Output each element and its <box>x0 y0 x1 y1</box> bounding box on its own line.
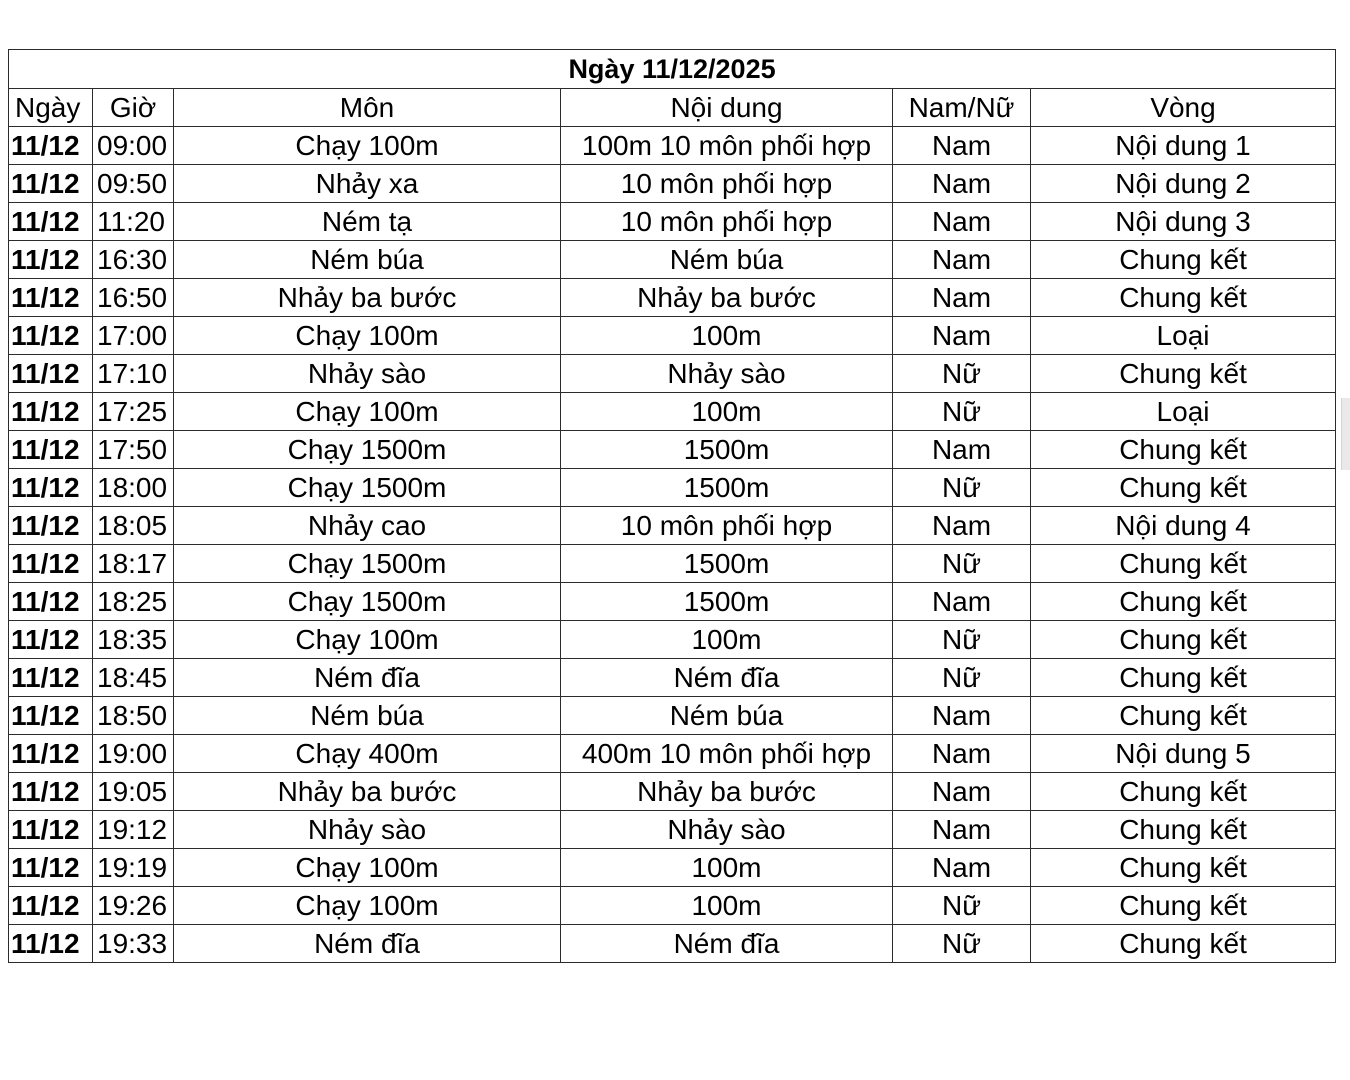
table-row <box>9 507 1336 545</box>
table-row <box>9 241 1336 279</box>
time-cell: 18:25 <box>93 583 174 621</box>
round-cell: Chung kết <box>1031 659 1336 697</box>
schedule-table <box>8 49 1336 963</box>
header-round: Vòng <box>1031 89 1336 127</box>
content-cell: 100m <box>561 849 893 887</box>
time-cell: 19:00 <box>93 735 174 773</box>
round-cell: Chung kết <box>1031 469 1336 507</box>
gender-cell: Nữ <box>893 545 1031 583</box>
gender-cell: Nam <box>893 735 1031 773</box>
content-cell: Ném đĩa <box>561 925 893 963</box>
event-cell: Nhảy xa <box>174 165 561 203</box>
time-cell: 19:05 <box>93 773 174 811</box>
round-cell: Loại <box>1031 317 1336 355</box>
gender-cell: Nam <box>893 773 1031 811</box>
round-cell: Loại <box>1031 393 1336 431</box>
gender-cell: Nam <box>893 849 1031 887</box>
event-cell: Ném đĩa <box>174 925 561 963</box>
event-cell: Chạy 1500m <box>174 583 561 621</box>
content-cell: 1500m <box>561 545 893 583</box>
event-cell: Ném búa <box>174 697 561 735</box>
time-cell: 11:20 <box>93 203 174 241</box>
round-cell: Nội dung 1 <box>1031 127 1336 165</box>
content-cell: 10 môn phối hợp <box>561 507 893 545</box>
round-cell: Chung kết <box>1031 621 1336 659</box>
gender-cell: Nữ <box>893 355 1031 393</box>
event-cell: Chạy 1500m <box>174 469 561 507</box>
time-cell: 09:50 <box>93 165 174 203</box>
table-body <box>9 127 1336 963</box>
content-cell: Nhảy sào <box>561 811 893 849</box>
gender-cell: Nam <box>893 203 1031 241</box>
table-row <box>9 773 1336 811</box>
table-row <box>9 659 1336 697</box>
event-cell: Chạy 100m <box>174 393 561 431</box>
date-cell: 11/12 <box>9 925 93 963</box>
gender-cell: Nam <box>893 811 1031 849</box>
event-cell: Chạy 100m <box>174 849 561 887</box>
header-row <box>9 89 1336 127</box>
table-row <box>9 583 1336 621</box>
gender-cell: Nữ <box>893 659 1031 697</box>
time-cell: 17:10 <box>93 355 174 393</box>
content-cell: 100m <box>561 393 893 431</box>
content-cell: Nhảy sào <box>561 355 893 393</box>
time-cell: 19:19 <box>93 849 174 887</box>
time-cell: 19:33 <box>93 925 174 963</box>
time-cell: 19:12 <box>93 811 174 849</box>
gender-cell: Nữ <box>893 887 1031 925</box>
date-cell: 11/12 <box>9 203 93 241</box>
date-cell: 11/12 <box>9 773 93 811</box>
round-cell: Chung kết <box>1031 811 1336 849</box>
scrollbar-handle[interactable] <box>1341 398 1350 470</box>
round-cell: Chung kết <box>1031 545 1336 583</box>
gender-cell: Nam <box>893 583 1031 621</box>
table-row <box>9 203 1336 241</box>
content-cell: 100m 10 môn phối hợp <box>561 127 893 165</box>
content-cell: 10 môn phối hợp <box>561 203 893 241</box>
header-event: Môn <box>174 89 561 127</box>
time-cell: 18:50 <box>93 697 174 735</box>
gender-cell: Nam <box>893 127 1031 165</box>
round-cell: Chung kết <box>1031 431 1336 469</box>
content-cell: Nhảy ba bước <box>561 279 893 317</box>
date-cell: 11/12 <box>9 545 93 583</box>
date-cell: 11/12 <box>9 393 93 431</box>
event-cell: Nhảy sào <box>174 355 561 393</box>
event-cell: Chạy 100m <box>174 127 561 165</box>
round-cell: Chung kết <box>1031 241 1336 279</box>
date-cell: 11/12 <box>9 621 93 659</box>
round-cell: Chung kết <box>1031 697 1336 735</box>
event-cell: Nhảy ba bước <box>174 279 561 317</box>
table-row <box>9 849 1336 887</box>
table-row <box>9 355 1336 393</box>
round-cell: Chung kết <box>1031 583 1336 621</box>
table-row <box>9 925 1336 963</box>
table-row <box>9 697 1336 735</box>
round-cell: Chung kết <box>1031 279 1336 317</box>
table-row <box>9 393 1336 431</box>
event-cell: Ném tạ <box>174 203 561 241</box>
content-cell: Nhảy ba bước <box>561 773 893 811</box>
content-cell: Ném búa <box>561 697 893 735</box>
event-cell: Ném đĩa <box>174 659 561 697</box>
round-cell: Chung kết <box>1031 773 1336 811</box>
table-row <box>9 431 1336 469</box>
time-cell: 18:45 <box>93 659 174 697</box>
header-gender: Nam/Nữ <box>893 89 1031 127</box>
round-cell: Nội dung 4 <box>1031 507 1336 545</box>
content-cell: 1500m <box>561 469 893 507</box>
content-cell: 400m 10 môn phối hợp <box>561 735 893 773</box>
gender-cell: Nam <box>893 279 1031 317</box>
date-cell: 11/12 <box>9 583 93 621</box>
header-content: Nội dung <box>561 89 893 127</box>
gender-cell: Nữ <box>893 469 1031 507</box>
table-row <box>9 545 1336 583</box>
event-cell: Chạy 1500m <box>174 431 561 469</box>
date-cell: 11/12 <box>9 127 93 165</box>
header-date: Ngày <box>9 89 93 127</box>
time-cell: 19:26 <box>93 887 174 925</box>
gender-cell: Nữ <box>893 621 1031 659</box>
date-cell: 11/12 <box>9 659 93 697</box>
content-cell: 100m <box>561 621 893 659</box>
table-row <box>9 735 1336 773</box>
gender-cell: Nam <box>893 165 1031 203</box>
event-cell: Chạy 400m <box>174 735 561 773</box>
event-cell: Chạy 100m <box>174 621 561 659</box>
content-cell: 100m <box>561 887 893 925</box>
table-title: Ngày 11/12/2025 <box>9 50 1336 89</box>
content-cell: 1500m <box>561 431 893 469</box>
event-cell: Chạy 100m <box>174 887 561 925</box>
table-row <box>9 811 1336 849</box>
round-cell: Chung kết <box>1031 925 1336 963</box>
round-cell: Chung kết <box>1031 849 1336 887</box>
time-cell: 18:00 <box>93 469 174 507</box>
event-cell: Nhảy cao <box>174 507 561 545</box>
date-cell: 11/12 <box>9 469 93 507</box>
gender-cell: Nam <box>893 507 1031 545</box>
content-cell: 1500m <box>561 583 893 621</box>
gender-cell: Nam <box>893 241 1031 279</box>
date-cell: 11/12 <box>9 355 93 393</box>
date-cell: 11/12 <box>9 849 93 887</box>
table-row <box>9 279 1336 317</box>
round-cell: Chung kết <box>1031 887 1336 925</box>
round-cell: Chung kết <box>1031 355 1336 393</box>
gender-cell: Nữ <box>893 925 1031 963</box>
event-cell: Chạy 1500m <box>174 545 561 583</box>
table-row <box>9 887 1336 925</box>
date-cell: 11/12 <box>9 697 93 735</box>
gender-cell: Nam <box>893 317 1031 355</box>
date-cell: 11/12 <box>9 507 93 545</box>
table-row <box>9 165 1336 203</box>
date-cell: 11/12 <box>9 887 93 925</box>
date-cell: 11/12 <box>9 811 93 849</box>
date-cell: 11/12 <box>9 165 93 203</box>
round-cell: Nội dung 3 <box>1031 203 1336 241</box>
date-cell: 11/12 <box>9 241 93 279</box>
time-cell: 18:05 <box>93 507 174 545</box>
time-cell: 18:17 <box>93 545 174 583</box>
time-cell: 17:25 <box>93 393 174 431</box>
event-cell: Nhảy ba bước <box>174 773 561 811</box>
time-cell: 18:35 <box>93 621 174 659</box>
event-cell: Chạy 100m <box>174 317 561 355</box>
event-cell: Nhảy sào <box>174 811 561 849</box>
round-cell: Nội dung 2 <box>1031 165 1336 203</box>
content-cell: 10 môn phối hợp <box>561 165 893 203</box>
gender-cell: Nữ <box>893 393 1031 431</box>
time-cell: 16:30 <box>93 241 174 279</box>
date-cell: 11/12 <box>9 317 93 355</box>
gender-cell: Nam <box>893 431 1031 469</box>
title-row <box>9 50 1336 89</box>
date-cell: 11/12 <box>9 431 93 469</box>
time-cell: 09:00 <box>93 127 174 165</box>
event-cell: Ném búa <box>174 241 561 279</box>
content-cell: Ném đĩa <box>561 659 893 697</box>
round-cell: Nội dung 5 <box>1031 735 1336 773</box>
table-row <box>9 469 1336 507</box>
table-row <box>9 317 1336 355</box>
content-cell: 100m <box>561 317 893 355</box>
time-cell: 17:00 <box>93 317 174 355</box>
content-cell: Ném búa <box>561 241 893 279</box>
gender-cell: Nam <box>893 697 1031 735</box>
table-row <box>9 127 1336 165</box>
header-time: Giờ <box>93 89 174 127</box>
time-cell: 17:50 <box>93 431 174 469</box>
time-cell: 16:50 <box>93 279 174 317</box>
date-cell: 11/12 <box>9 279 93 317</box>
date-cell: 11/12 <box>9 735 93 773</box>
table-row <box>9 621 1336 659</box>
